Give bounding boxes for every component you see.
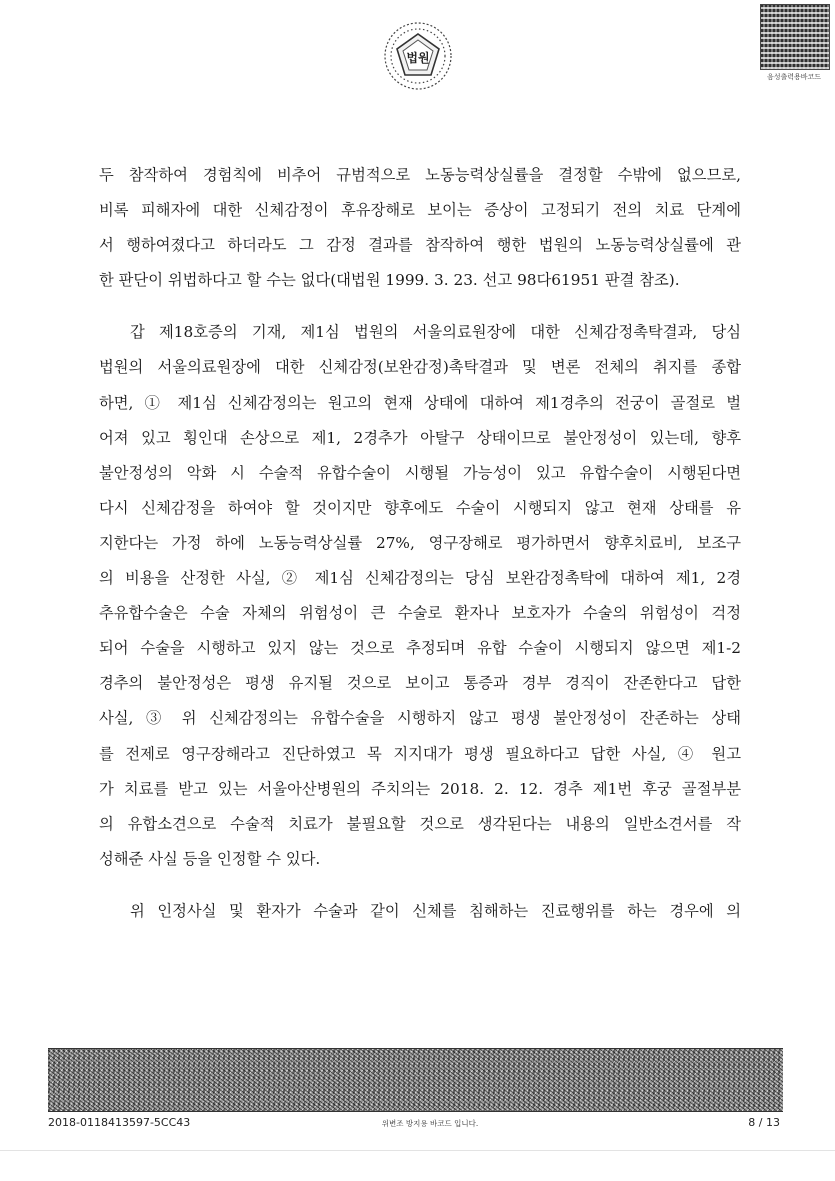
- bottom-divider: [0, 1150, 835, 1151]
- text-line: 다시 신체감정을 하여야 할 것이지만 향후에도 수술이 시행되지 않고 현재 상태를 유: [99, 498, 741, 517]
- paragraph-1: [99, 158, 741, 298]
- text-line: 하면, ① 제1심 신체감정의는 원고의 현재 상태에 대하여 제1경추의 전궁이 골절로 벌: [99, 393, 741, 412]
- text-line: 를 전제로 영구장해라고 진단하였고 목 지지대가 평생 필요하다고 답한 사실, ④ 원고: [99, 744, 741, 763]
- voice-output-barcode-caption: 음성출력용바코드: [766, 73, 822, 81]
- text-line: 되어 수술을 시행하고 있지 않는 것으로 추정되며 유합 수술이 시행되지 않으면 제1-2: [99, 639, 741, 658]
- court-seal-label: 법원: [406, 51, 430, 65]
- court-seal-icon: [382, 20, 454, 92]
- text-line: 서 행하여졌다고 하더라도 그 감정 결과를 참작하여 행한 법원의 노동능력상실률에 관: [99, 236, 741, 255]
- text-line: 갑 제18호증의 기재, 제1심 법원의 서울의료원장에 대한 신체감정촉탁결과, 당심: [130, 323, 741, 342]
- text-line: 위 인정사실 및 환자가 수술과 같이 신체를 침해하는 진료행위를 하는 경우에 의: [130, 901, 741, 920]
- text-line: 추유합수술은 수술 자체의 위험성이 큰 수술로 환자나 보호자가 수술의 위험성이 걱정: [99, 604, 741, 623]
- text-line: 어져 있고 횡인대 손상으로 제1, 2경추가 아탈구 상태이므로 불안정성이 있는데, 향후: [99, 428, 741, 447]
- paragraph-3: [99, 894, 741, 929]
- text-line: 의 유합소견으로 수술적 치료가 불필요할 것으로 생각된다는 내용의 일반소견서를 작: [99, 814, 741, 833]
- text-line: 의 비용을 산정한 사실, ② 제1심 신체감정의는 당심 보완감정촉탁에 대하여 제1, 2경: [99, 569, 741, 588]
- voice-output-barcode: [760, 4, 830, 70]
- text-line: 두 참작하여 경험칙에 비추어 규범적으로 노동능력상실률을 결정할 수밖에 없으므로,: [99, 166, 741, 184]
- text-line: 가 치료를 받고 있는 서울아산병원의 주치의는 2018. 2. 12. 경추 제1번 후궁 골절부분: [99, 779, 741, 798]
- text-line: 한 판단이 위법하다고 할 수는 없다(대법원 1999. 3. 23. 선고 98다61951 판결 참조).: [99, 271, 680, 290]
- anti-forgery-barcode: [48, 1048, 783, 1112]
- text-line: 비록 피해자에 대한 신체감정이 후유장해로 보이는 증상이 고정되기 전의 치료 단계에: [99, 201, 741, 220]
- document-id: 2018-0118413597-5CC43: [48, 1116, 191, 1129]
- document-body: [99, 158, 741, 929]
- page-number: 8 / 13: [748, 1116, 780, 1129]
- text-line: 지한다는 가정 하에 노동능력상실률 27%, 영구장해로 평가하면서 향후치료비, 보조구: [99, 533, 741, 552]
- text-line: 불안정성의 악화 시 수술적 유합수술이 시행될 가능성이 있고 유합수술이 시행된다면: [99, 463, 741, 482]
- text-line: 사실, ③ 위 신체감정의는 유합수술을 시행하지 않고 평생 불안정성이 잔존하는 상태: [99, 709, 741, 728]
- text-line: 법원의 서울의료원장에 대한 신체감정(보완감정)촉탁결과 및 변론 전체의 취지를 종합: [99, 358, 741, 377]
- text-line: 경추의 불안정성은 평생 유지될 것으로 보이고 통증과 경부 경직이 잔존한다고 답한: [99, 674, 741, 693]
- text-line: 성해준 사실 등을 인정할 수 있다.: [99, 849, 321, 868]
- barcode-note: 위변조 방지용 바코드 입니다.: [381, 1119, 479, 1128]
- paragraph-2: [99, 315, 741, 877]
